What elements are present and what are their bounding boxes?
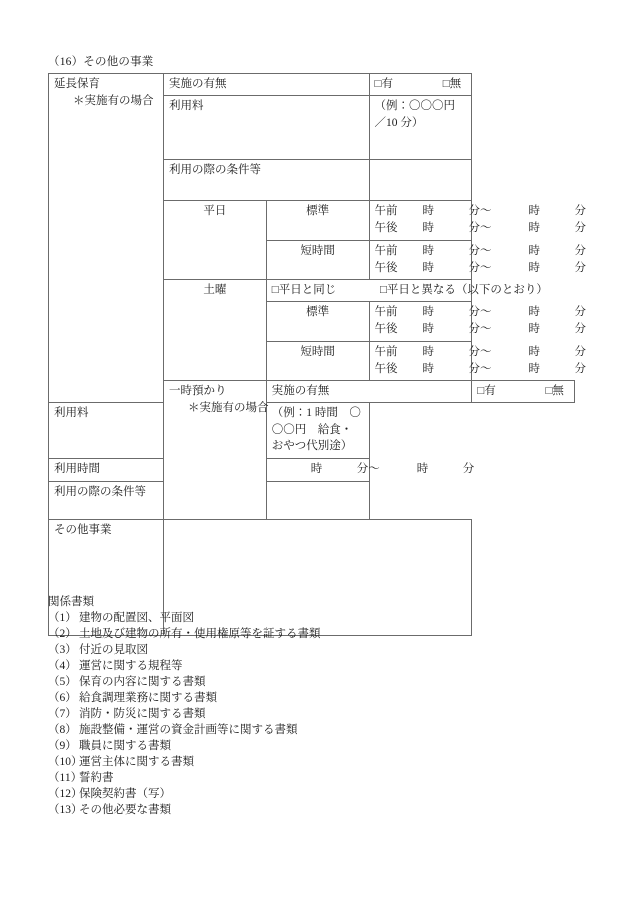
- temporary-hours-minute2: 分: [462, 463, 475, 475]
- saturday-standard-am-minute2: 分: [574, 306, 586, 318]
- other-business-label: その他事業: [49, 520, 164, 636]
- list-item: [48, 725, 321, 737]
- attachment-number: （2）: [48, 627, 77, 640]
- attachment-text: 付近の見取図: [79, 643, 148, 656]
- saturday-standard-pm-line: [374, 321, 586, 338]
- extended-care-note: ＊実施有の場合: [73, 94, 154, 107]
- attachment-text: 保育の内容に関する書類: [79, 675, 206, 688]
- saturday-short-pm-minute2: 分: [574, 362, 586, 375]
- weekday-short-pm-label: 午後: [374, 261, 398, 274]
- attachment-number: （11）: [48, 771, 83, 784]
- list-item: [48, 645, 321, 657]
- attachment-number: （10）: [48, 755, 83, 768]
- attachments-list: [48, 613, 321, 817]
- saturday-standard-times[interactable]: [369, 302, 586, 342]
- saturday-label: 土曜: [164, 280, 267, 381]
- weekday-short-pm-minute2: 分: [574, 261, 586, 274]
- saturday-standard-am-hour1: 時: [422, 306, 434, 318]
- weekday-short-pm-line: [374, 260, 586, 277]
- list-item: [48, 613, 321, 625]
- temporary-fee-input[interactable]: [266, 403, 369, 459]
- weekday-standard-pm-minute1: 分〜: [468, 222, 492, 235]
- attachment-text: 消防・防災に関する書類: [79, 707, 206, 720]
- saturday-standard-pm-minute1: 分〜: [468, 323, 492, 336]
- list-item: [48, 805, 321, 817]
- saturday-short-am-minute1: 分〜: [468, 345, 492, 358]
- weekday-standard-pm-minute2: 分: [574, 222, 586, 235]
- attachments-title: 関係書類: [48, 596, 94, 608]
- attachment-text: その他必要な書類: [79, 803, 171, 816]
- weekday-standard-am-line: [374, 203, 586, 220]
- temporary-conditions-input[interactable]: [266, 482, 369, 520]
- saturday-standard-am-label: 午前: [374, 306, 398, 318]
- extended-implementation-label: 実施の有無: [164, 74, 370, 96]
- list-item: [48, 741, 321, 753]
- attachment-number: （9）: [48, 739, 77, 752]
- weekday-standard-times[interactable]: [369, 201, 586, 241]
- checkbox-extended-implementation-no[interactable]: □無: [442, 78, 462, 90]
- attachment-number: （12）: [48, 787, 83, 800]
- weekday-label: 平日: [164, 201, 267, 280]
- list-item: [48, 709, 321, 721]
- weekday-short-times[interactable]: [369, 240, 586, 280]
- saturday-short-pm-minute1: 分〜: [468, 362, 492, 375]
- temporary-implementation-label: 実施の有無: [266, 381, 472, 403]
- list-item: [48, 693, 321, 705]
- list-item: [48, 789, 321, 801]
- saturday-standard-pm-hour1: 時: [422, 323, 434, 336]
- weekday-standard-pm-label: 午後: [374, 222, 398, 235]
- list-item: [48, 677, 321, 689]
- extended-conditions-label: 利用の際の条件等: [164, 160, 370, 201]
- extended-fee-example: （例：〇〇〇円／10 分）: [374, 100, 455, 129]
- saturday-standard-label: 標準: [266, 302, 369, 342]
- other-business-form-table: [48, 73, 586, 636]
- saturday-standard-pm-hour2: 時: [528, 323, 540, 336]
- temporary-implementation-value: [472, 381, 575, 403]
- attachment-number: （13）: [48, 803, 83, 816]
- weekday-standard-am-minute2: 分: [574, 205, 586, 217]
- checkbox-temporary-implementation-yes[interactable]: □有: [477, 385, 496, 397]
- temporary-care-note: ＊実施有の場合: [188, 401, 269, 414]
- table-row-extended-implementation: [49, 74, 575, 96]
- temporary-fee-label: 利用料: [49, 403, 267, 459]
- temporary-conditions-label: 利用の際の条件等: [49, 482, 267, 520]
- saturday-standard-am-hour2: 時: [528, 306, 540, 318]
- saturday-short-pm-line: [374, 361, 586, 378]
- attachment-text: 職員に関する書類: [79, 739, 171, 752]
- saturday-short-pm-hour1: 時: [422, 362, 434, 375]
- saturday-short-am-hour2: 時: [528, 345, 540, 358]
- list-item: [48, 757, 321, 769]
- attachment-text: 運営主体に関する書類: [79, 755, 194, 768]
- weekday-standard-pm-line: [374, 220, 586, 237]
- attachment-text: 土地及び建物の所有・使用権原等を証する書類: [79, 627, 321, 640]
- saturday-short-pm-label: 午後: [374, 362, 398, 375]
- attachment-number: （6）: [48, 691, 77, 704]
- attachment-number: （7）: [48, 707, 77, 720]
- saturday-short-am-minute2: 分: [574, 345, 586, 358]
- saturday-standard-am-line: [374, 304, 586, 321]
- weekday-standard-pm-hour2: 時: [528, 222, 540, 235]
- extended-fee-input[interactable]: [369, 96, 472, 160]
- extended-conditions-input[interactable]: [369, 160, 472, 201]
- saturday-short-am-label: 午前: [374, 345, 398, 358]
- attachment-text: 誓約書: [79, 771, 114, 784]
- attachment-number: （4）: [48, 659, 77, 672]
- saturday-short-times[interactable]: [369, 341, 586, 381]
- extended-implementation-value: [369, 74, 472, 96]
- weekday-short-am-label: 午前: [374, 244, 398, 257]
- extended-fee-label: 利用料: [164, 96, 370, 160]
- weekday-standard-pm-hour1: 時: [422, 222, 434, 235]
- weekday-standard-am-minute1: 分〜: [468, 205, 492, 217]
- saturday-short-label: 短時間: [266, 341, 369, 381]
- saturday-standard-am-minute1: 分〜: [468, 306, 492, 318]
- weekday-standard-label: 標準: [266, 201, 369, 241]
- saturday-standard-pm-label: 午後: [374, 323, 398, 336]
- weekday-short-pm-minute1: 分〜: [468, 261, 492, 274]
- checkbox-saturday-differs-from-weekday[interactable]: □平日と異なる（以下のとおり）: [379, 284, 548, 296]
- attachment-text: 施設整備・運営の資金計画等に関する書類: [79, 723, 298, 736]
- checkbox-temporary-implementation-no[interactable]: □無: [545, 385, 564, 397]
- weekday-short-am-hour2: 時: [528, 244, 540, 257]
- weekday-standard-am-hour1: 時: [422, 205, 434, 217]
- weekday-standard-am-label: 午前: [374, 205, 398, 217]
- page-title: （16）その他の事業: [48, 56, 154, 68]
- extended-care-label-cell: [49, 74, 164, 403]
- weekday-standard-am-hour2: 時: [528, 205, 540, 217]
- attachment-number: （8）: [48, 723, 77, 736]
- saturday-options: [266, 280, 548, 302]
- checkbox-saturday-same-as-weekday[interactable]: □平日と同じ: [271, 284, 337, 296]
- temporary-hours-times[interactable]: [266, 459, 475, 482]
- list-item: [48, 629, 321, 641]
- table-row-temporary-conditions: [49, 482, 575, 520]
- weekday-short-pm-hour2: 時: [528, 261, 540, 274]
- weekday-short-label: 短時間: [266, 240, 369, 280]
- table-row-temporary-hours: [49, 459, 575, 482]
- attachment-text: 給食調理業務に関する書類: [79, 691, 217, 704]
- weekday-short-pm-hour1: 時: [422, 261, 434, 274]
- temporary-hours-hour1: 時: [310, 463, 323, 475]
- weekday-short-am-line: [374, 243, 586, 260]
- list-item: [48, 661, 321, 673]
- attachment-text: 建物の配置図、平面図: [79, 611, 194, 624]
- list-item: [48, 773, 321, 785]
- saturday-short-am-hour1: 時: [422, 345, 434, 358]
- table-row-temporary-fee: [49, 403, 575, 459]
- attachment-number: （3）: [48, 643, 77, 656]
- temporary-hours-minute1: 分〜: [356, 463, 380, 475]
- temporary-hours-label: 利用時間: [49, 459, 267, 482]
- saturday-standard-pm-minute2: 分: [574, 323, 586, 336]
- attachment-number: （1）: [48, 611, 77, 624]
- weekday-short-am-minute1: 分〜: [468, 244, 492, 257]
- temporary-hours-line: [272, 461, 475, 478]
- weekday-short-am-minute2: 分: [574, 244, 586, 257]
- checkbox-extended-implementation-yes[interactable]: □有: [374, 78, 393, 90]
- saturday-short-am-line: [374, 344, 586, 361]
- extended-care-title: 延長保育: [54, 78, 100, 90]
- weekday-short-am-hour1: 時: [422, 244, 434, 257]
- saturday-short-pm-hour2: 時: [528, 362, 540, 375]
- temporary-hours-hour2: 時: [416, 463, 429, 475]
- attachment-text: 運営に関する規程等: [79, 659, 183, 672]
- attachment-number: （5）: [48, 675, 77, 688]
- attachment-text: 保険契約書（写）: [79, 787, 171, 800]
- temporary-fee-example: （例：1 時間 〇〇〇円 給食・おやつ代別途）: [271, 407, 361, 453]
- temporary-care-title: 一時預かり: [169, 385, 227, 397]
- attachments-section: [48, 597, 321, 821]
